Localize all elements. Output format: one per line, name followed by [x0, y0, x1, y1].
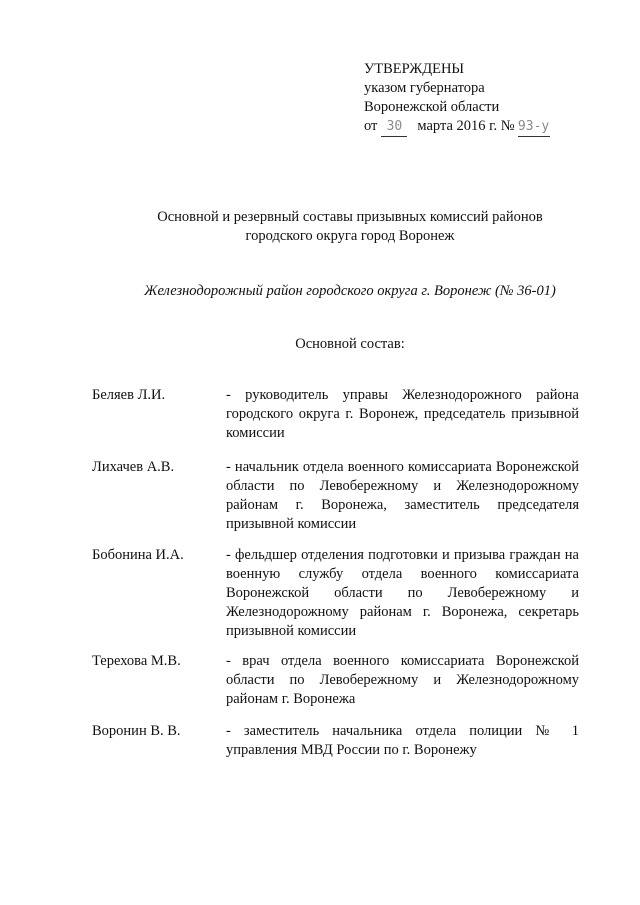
approval-stamp — [364, 60, 550, 137]
member-name: Воронин В. В. — [92, 723, 181, 739]
approval-day: 30 — [381, 117, 407, 137]
section-title: Основной состав: — [295, 336, 405, 352]
member-name: Терехова М.В. — [92, 653, 181, 669]
approval-date-line — [364, 117, 550, 137]
document-title-line-1: Основной и резервный составы призывных комиссий районов — [157, 209, 543, 225]
member-role: - заместитель начальника отдела полиции № 1 управления МВД России по г. Воронежу — [226, 723, 579, 758]
member-role: - фельдшер отделения подготовки и призыва граждан на военную службу отдела военного комиссариата Воронежской области по Левобережному и Железнодорожному районам г. Воронежа, секретарь призывной комиссии — [226, 547, 579, 639]
approval-region-line: Воронежской области — [364, 99, 500, 115]
approval-decree-line: указом губернатора — [364, 80, 485, 96]
member-role: - руководитель управы Железнодорожного района городского округа г. Воронеж, председатель призывной комиссии — [226, 387, 579, 441]
member-name: Бобонина И.А. — [92, 547, 184, 563]
member-role: - врач отдела военного комиссариата Воронежской области по Левобережному и Железнодорожному районам г. Воронежа — [226, 653, 579, 707]
member-role: - начальник отдела военного комиссариата Воронежской области по Левобережному и Железнодорожному районам г. Воронежа, заместитель председателя призывной комиссии — [226, 459, 579, 532]
document-title-line-2: городского округа город Воронеж — [245, 228, 455, 244]
approval-heading: УТВЕРЖДЕНЫ — [364, 61, 465, 77]
approval-month-year: марта 2016 г. № — [417, 118, 515, 134]
district-heading: Железнодорожный район городского округа г. Воронеж (№ 36-01) — [144, 283, 556, 299]
member-name: Беляев Л.И. — [92, 387, 166, 403]
member-name: Лихачев А.В. — [92, 459, 175, 475]
document-title — [100, 208, 600, 246]
approval-date-prefix: от — [364, 118, 378, 134]
approval-number: 93-у — [518, 117, 550, 137]
